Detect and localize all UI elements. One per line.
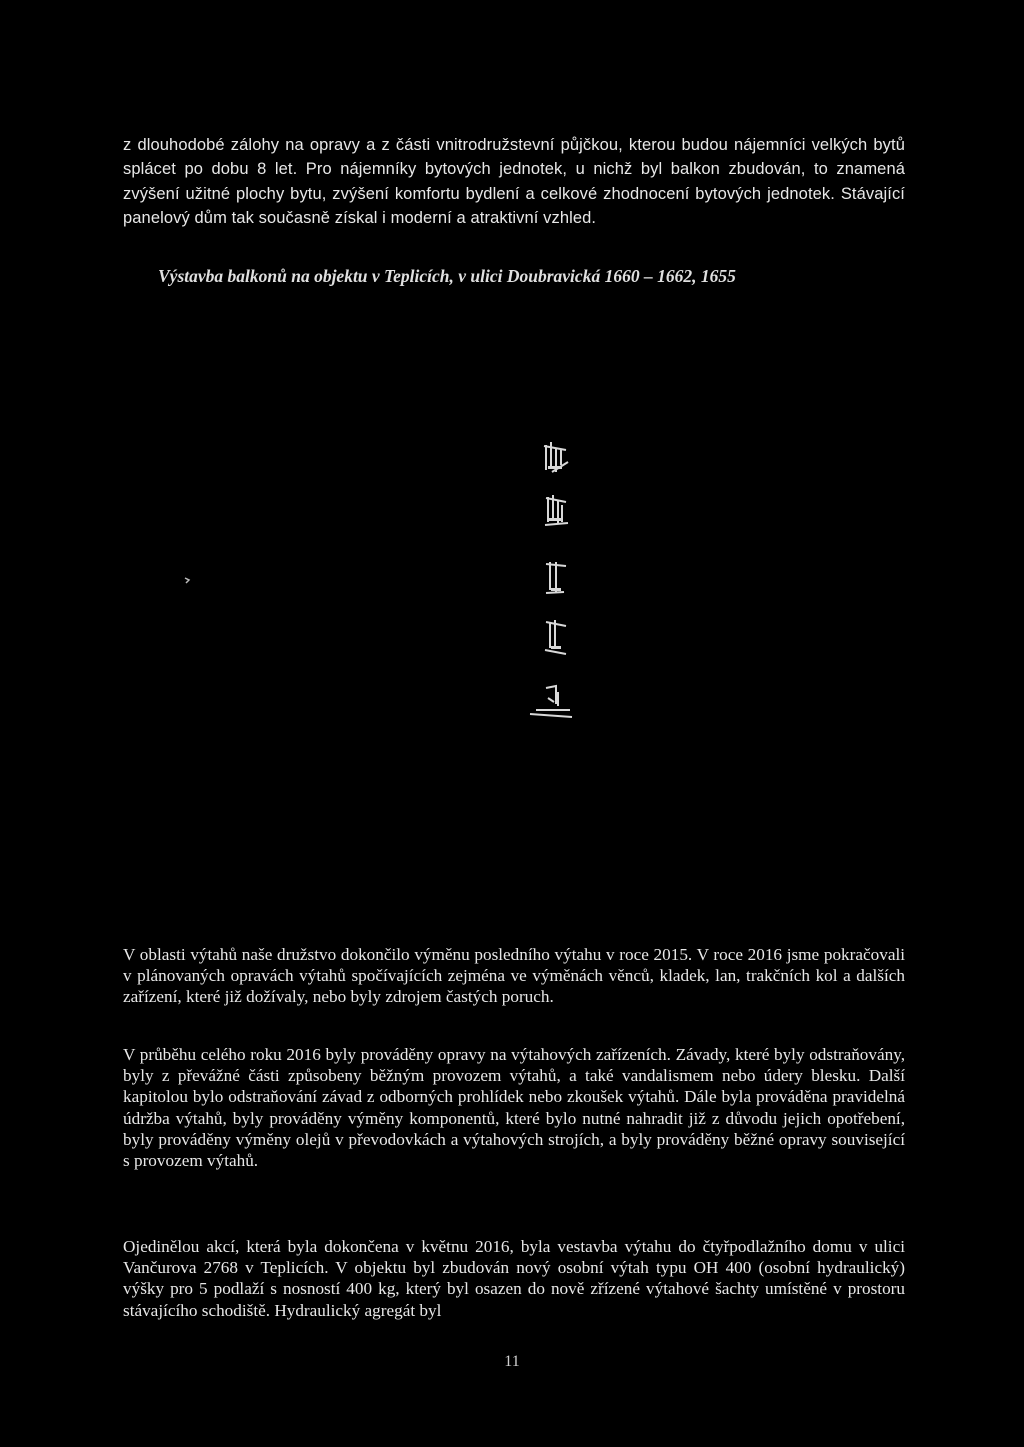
paragraph-elevator-installation: Ojedinělou akcí, která byla dokončena v květnu 2016, byla vestavba výtahu do čtyřpodlažního domu v ulici Vančurova 2768 v Teplicích. V objektu byl zbudován nový osobní výtah typu OH 400 (osobní hydraulický) výšky pro 5 podlaží s nosností 400 kg, který byl osazen do nově zřízené výtahové šachty umístěné v prostoru stávajícího schodiště. Hydraulický agregát byl — [123, 1237, 905, 1320]
balcony-photo-image — [0, 300, 1024, 930]
page-number: 11 — [504, 1353, 520, 1370]
paragraph-elevators-repairs: V průběhu celého roku 2016 byly prováděny opravy na výtahových zařízeních. Závady, které byly odstraňovány, byly z převážné části způsobeny běžným provozem výtahů, a také vandalismem nebo údery blesku. Další kapitolou bylo odstraňování závad z odborných prohlídek nebo zkoušek výtahů. Dále byla prováděna pravidelná údržba výtahů, byly prováděny výměny komponentů, které bylo nutné nahradit již z důvodu jejich opotřebení, byly prováděny výměny olejů v převodovkách a výtahových strojích, a byly prováděny běžné opravy související s provozem výtahů. — [123, 1045, 905, 1171]
photo-caption: Výstavba balkonů na objektu v Teplicích, v ulici Doubravická 1660 – 1662, 1655 — [158, 266, 736, 286]
paragraph-balconies: z dlouhodobé zálohy na opravy a z části vnitrodružstevní půjčkou, kterou budou nájemníci velkých bytů splácet po dobu 8 let. Pro nájemníky bytových jednotek, u nichž byl balkon zbudován, to znamená zvýšení užitné plochy bytu, zvýšení komfortu bydlení a celkové zhodnocení bytových jednotek. Stávající panelový dům tak současně získal i moderní a atraktivní vzhled. — [123, 136, 905, 227]
balcony-photo — [0, 300, 1024, 930]
paragraph-elevators-replacement: V oblasti výtahů naše družstvo dokončilo výměnu posledního výtahu v roce 2015. V roce 2016 jsme pokračovali v plánovaných opravách výtahů spočívajících zejména ve výměnách věnců, kladek, lan, trakčních kol a dalších zařízení, které již dožívaly, nebo byly zdrojem častých poruch. — [123, 945, 905, 1007]
